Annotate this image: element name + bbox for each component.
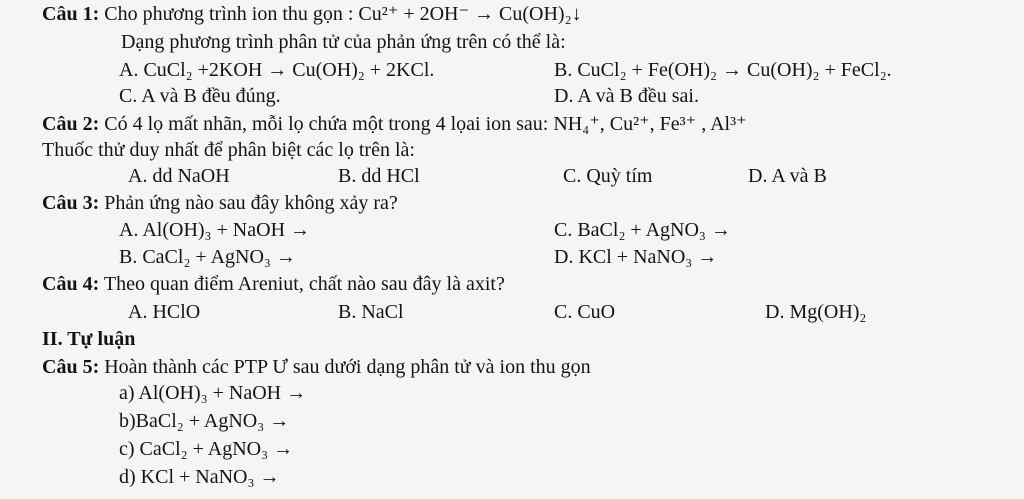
question-1-option-a: A. CuCl₂ +2KOH → Cu(OH)₂ + 2KCl. [119,59,435,81]
question-3-option-b: B. CaCl₂ + AgNO₃ → [119,246,296,268]
question-1 [42,2,582,26]
question-3-option-d: D. KCl + NaNO₃ → [554,246,718,268]
question-1-option-c: C. A và B đều đúng. [119,85,281,107]
question-1-label: Câu 1: [42,3,100,25]
question-4-option-d: D. Mg(OH)₂ [765,301,867,323]
question-2-text: Có 4 lọ mất nhãn, mỗi lọ chứa một trong 4 lọai ion sau: NH₄⁺, Cu²⁺, Fe³⁺ , Al³⁺ [104,113,747,135]
question-2-option-a: A. dd NaOH [128,165,230,187]
question-3-option-a: A. Al(OH)₃ + NaOH → [119,219,311,241]
question-2-option-b: B. dd HCl [338,165,420,187]
question-3 [42,191,398,215]
question-5-label: Câu 5: [42,356,100,378]
question-5-item-d: d) KCl + NaNO₃ → [119,466,280,488]
question-4-text: Theo quan điểm Areniut, chất nào sau đây là axit? [103,273,505,295]
question-3-text: Phản ứng nào sau đây không xảy ra? [104,192,398,214]
question-5-item-a: a) Al(OH)₃ + NaOH → [119,382,307,404]
question-1-option-d: D. A và B đều sai. [554,85,699,107]
question-1-text: Cho phương trình ion thu gọn : Cu²⁺ + 2OH⁻ → Cu(OH)₂↓ [104,3,582,25]
question-5-item-c: c) CaCl₂ + AgNO₃ → [119,438,294,460]
question-1-option-b: B. CuCl₂ + Fe(OH)₂ → Cu(OH)₂ + FeCl₂. [554,59,892,81]
section-title: II. Tự luận [42,328,136,350]
question-2-option-d: D. A và B [748,165,827,187]
question-4 [42,272,505,296]
question-4-option-b: B. NaCl [338,301,404,323]
question-2-label: Câu 2: [42,113,100,135]
question-2 [42,112,747,136]
question-1-sub: Dạng phương trình phân tử của phản ứng trên có thể là: [121,31,566,53]
question-4-option-a: A. HClO [128,301,201,323]
question-4-option-c: C. CuO [554,301,616,323]
question-3-option-c: C. BaCl₂ + AgNO₃ → [554,219,731,241]
question-5-text: Hoàn thành các PTP Ư sau dưới dạng phân tử và ion thu gọn [104,356,591,378]
question-5 [42,355,591,379]
question-2-option-c: C. Quỳ tím [563,165,653,187]
question-5-item-b: b)BaCl₂ + AgNO₃ → [119,410,290,432]
question-2-sub: Thuốc thử duy nhất để phân biệt các lọ trên là: [42,139,415,161]
question-3-label: Câu 3: [42,192,100,214]
question-4-label: Câu 4: [42,273,100,295]
